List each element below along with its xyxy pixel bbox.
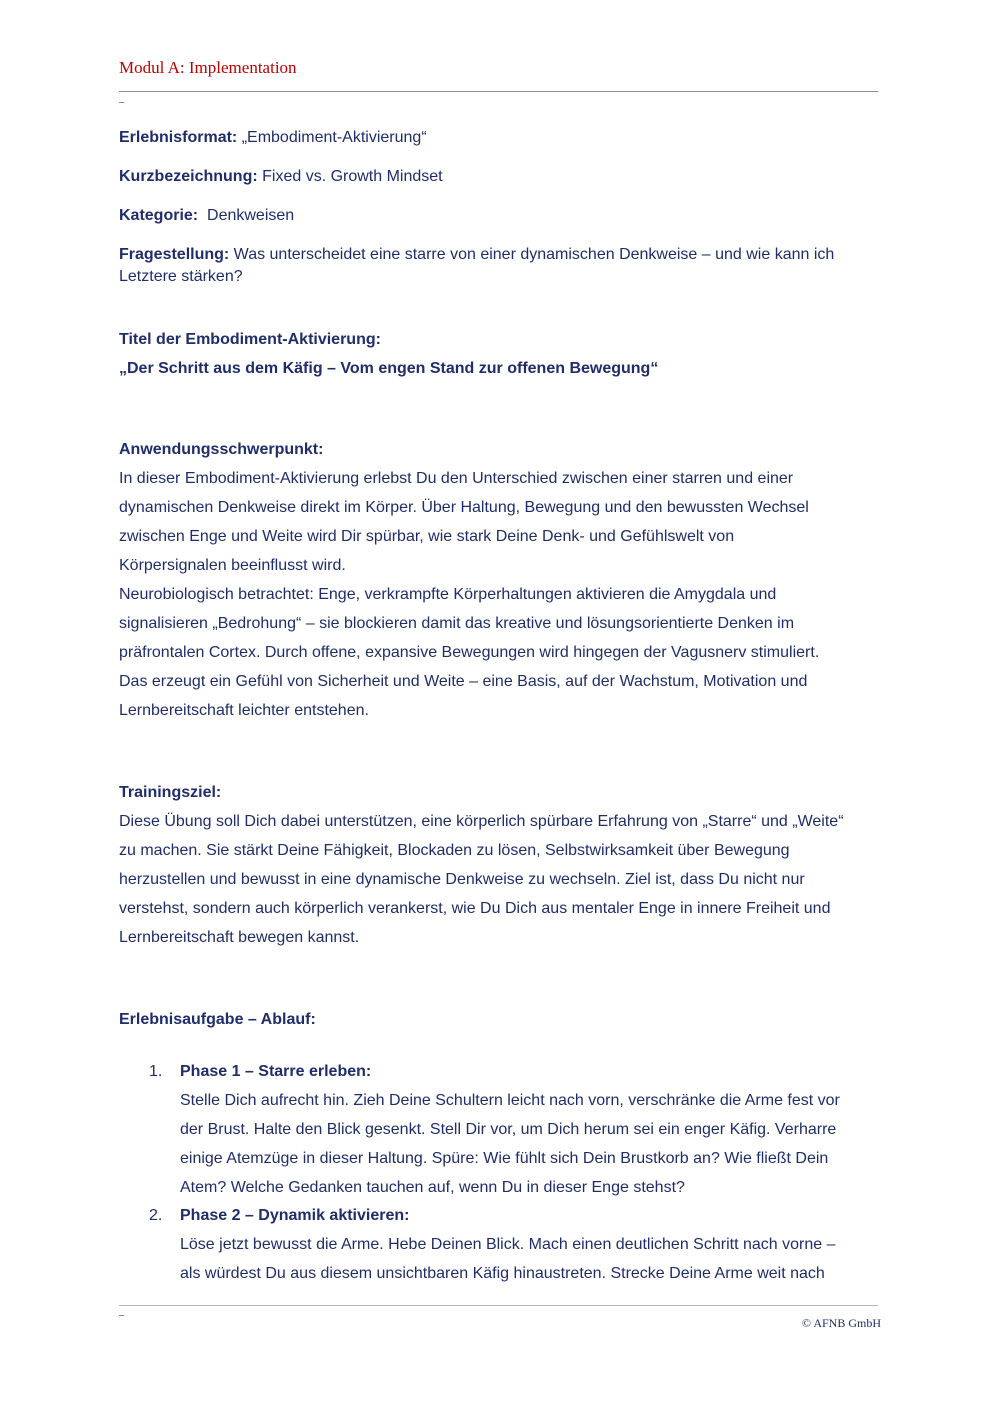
- text-line: herzustellen und bewusst in eine dynamische Denkweise zu wechseln. Ziel ist, dass Du nicht nur: [119, 871, 805, 888]
- list-number: 2.: [149, 1207, 163, 1224]
- list-number: 1.: [149, 1063, 163, 1080]
- text-line: Lernbereitschaft leichter entstehen.: [119, 702, 369, 719]
- field-label: Kategorie:: [119, 207, 199, 224]
- text-line: Neurobiologisch betrachtet: Enge, verkrampfte Körperhaltungen aktivieren die Amygdala und: [119, 586, 777, 603]
- text-line: In dieser Embodiment-Aktivierung erlebst Du den Unterschied zwischen einer starren und einer: [119, 470, 794, 487]
- trainingsziel-paragraph: [119, 807, 881, 952]
- copyright: © AFNB GmbH: [801, 1316, 881, 1330]
- list-item-content: [180, 1201, 880, 1288]
- text-line: der Brust. Halte den Blick gesenkt. Stell Dir vor, um Dich herum sei ein enger Käfig. Verharre: [180, 1121, 837, 1138]
- text-line: Stelle Dich aufrecht hin. Zieh Deine Schultern leicht nach vorn, verschränke die Arme fest vor: [180, 1092, 840, 1109]
- field-value: Denkweisen: [198, 207, 295, 224]
- text-line: einige Atemzüge in dieser Haltung. Spüre: Wie fühlt sich Dein Brustkorb an? Wie fließt Dein: [180, 1150, 829, 1167]
- list-item-title: Phase 1 – Starre erleben:: [180, 1063, 372, 1080]
- list-item-content: [180, 1057, 880, 1202]
- section-heading-anwendung: Anwendungsschwerpunkt:: [119, 441, 324, 458]
- footer-rule: [119, 1305, 878, 1306]
- text-line: zu machen. Sie stärkt Deine Fähigkeit, Blockaden zu lösen, Selbstwirksamkeit über Bewegung: [119, 842, 790, 859]
- text-line: Atem? Welche Gedanken tauchen auf, wenn Du in dieser Enge stehst?: [180, 1179, 685, 1196]
- text-line: verstehst, sondern auch körperlich verankerst, wie Du Dich aus mentaler Enge in innere Freiheit und: [119, 900, 831, 917]
- section-heading-ablauf: Erlebnisaufgabe – Ablauf:: [119, 1011, 316, 1028]
- page-header: Modul A: Implementation: [119, 58, 297, 77]
- text-line: Das erzeugt ein Gefühl von Sicherheit und Weite – eine Basis, auf der Wachstum, Motivation und: [119, 673, 808, 690]
- anwendung-paragraph: [119, 464, 881, 725]
- field-kategorie: [119, 207, 294, 225]
- list-item-title: Phase 2 – Dynamik aktivieren:: [180, 1207, 410, 1224]
- title-label: Titel der Embodiment-Aktivierung:: [119, 331, 381, 348]
- field-kurzbezeichnung: [119, 168, 443, 186]
- field-label: Erlebnisformat:: [119, 129, 238, 146]
- text-line: Diese Übung soll Dich dabei unterstützen, eine körperlich spürbare Erfahrung von „Starre“ und „Weite“: [119, 813, 844, 830]
- text-line: dynamischen Denkweise direkt im Körper. Über Haltung, Bewegung und den bewussten Wechsel: [119, 499, 809, 516]
- text-line: Löse jetzt bewusst die Arme. Hebe Deinen Blick. Mach einen deutlichen Schritt nach vorne –: [180, 1236, 836, 1253]
- text-line: als würdest Du aus diesem unsichtbaren Käfig hinaustreten. Strecke Deine Arme weit nach: [180, 1265, 825, 1282]
- text-line: zwischen Enge und Weite wird Dir spürbar, wie stark Deine Denk- und Gefühlswelt von: [119, 528, 735, 545]
- field-label: Fragestellung:: [119, 246, 230, 263]
- field-label: Kurzbezeichnung:: [119, 168, 258, 185]
- footer-mark: [119, 1315, 124, 1316]
- text-line: signalisieren „Bedrohung“ – sie blockieren damit das kreative und lösungsorientierte Denken im: [119, 615, 795, 632]
- title-value: „Der Schritt aus dem Käfig – Vom engen Stand zur offenen Bewegung“: [119, 360, 659, 377]
- header-rule: [119, 91, 878, 92]
- field-value: „Embodiment-Aktivierung“: [237, 129, 427, 146]
- field-fragestellung: [119, 244, 879, 288]
- section-heading-trainingsziel: Trainingsziel:: [119, 784, 222, 801]
- text-line: präfrontalen Cortex. Durch offene, expansive Bewegungen wird hingegen der Vagusnerv stimuliert.: [119, 644, 820, 661]
- header-mark: [119, 102, 124, 103]
- field-erlebnisformat: [119, 129, 427, 147]
- field-value: Fixed vs. Growth Mindset: [257, 168, 443, 185]
- text-line: Lernbereitschaft bewegen kannst.: [119, 929, 360, 946]
- text-line: Körpersignalen beeinflusst wird.: [119, 557, 346, 574]
- field-value: Was unterscheidet eine starre von einer dynamischen Denkweise – und wie kann ich Letztere stärken?: [119, 246, 835, 285]
